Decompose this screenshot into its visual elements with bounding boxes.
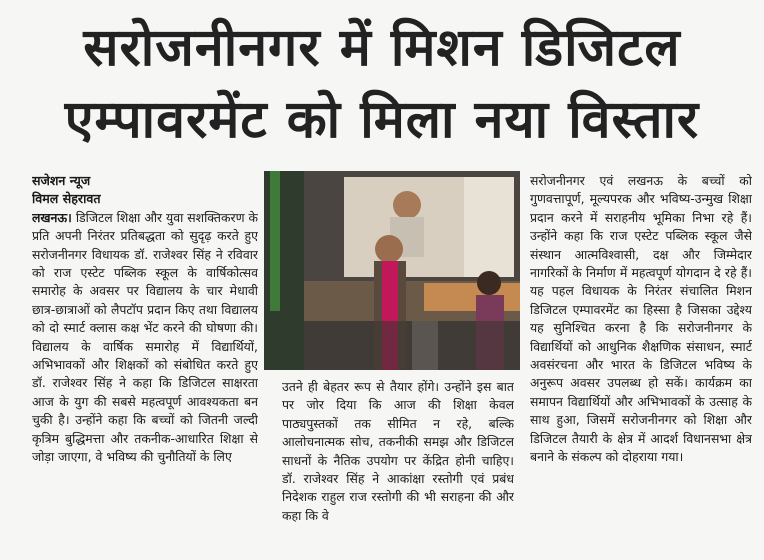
byline-reporter: विमल सेहरावत: [32, 191, 101, 207]
byline-agency: सजेशन न्यूज: [32, 173, 91, 188]
article-column-1: [32, 172, 258, 560]
article-text-col3: सरोजनीनगर एवं लखनऊ के बच्चों को गुणवत्तापूर्ण, मूल्यपरक और भविष्य-उन्मुख शिक्षा प्रदान करने में सराहनीय भूमिका निभा रहे हैं। उन्होंने कहा कि राज एस्टेट पब्लिक स्कूल जैसे संस्थान आत्मविश्वासी, दक्ष और जिम्मेदार नागरिकों के निर्माण में महत्वपूर्ण योगदान दे रहे हैं। यह पहल विधायक के निरंतर संचालित मिशन डिजिटल एम्पावरमेंट का हिस्सा है जिसका उद्देश्य यह सुनिश्चित करना है कि सरोजनीनगर के विद्यार्थियों को आधुनिक शैक्षणिक संसाधन, स्मार्ट अवसंरचना और भारत के डिजिटल भविष्य के अनुरूप अवसर उपलब्ध हो सकें। कार्यक्रम का समापन विद्यार्थियों और अभिभावकों के उत्साह के साथ हुआ, जिसमें सरोजनीनगर को शिक्षा और डिजिटल तैयारी के क्षेत्र में आदर्श विधानसभा क्षेत्र बनाने के संकल्प को दोहराया गया।: [530, 173, 752, 465]
article-paragraph-1: [32, 209, 258, 467]
article-column-3: [530, 172, 752, 560]
headline-line-1: सरोजनीनगर में मिशन डिजिटल: [83, 18, 681, 78]
headline-line-2: एम्पावरमेंट को मिला नया विस्तार: [64, 90, 700, 150]
article-text-col2: उतने ही बेहतर रूप से तैयार होंगे। उन्होंने इस बात पर जोर दिया कि आज की शिक्षा केवल पाठ्यपुस्तकों तक सीमित न रहे, बल्कि आलोचनात्मक सोच, तकनीकी समझ और डिजिटल साधनों के नैतिक उपयोग पर केंद्रित होनी चाहिए। डॉ. राजेश्वर सिंह ने आकांक्षा रस्तोगी एवं प्रबंध निदेशक राहुल राज रस्तोगी की भी सराहना की और कहा कि वे: [282, 379, 514, 523]
article-text-col1: डिजिटल शिक्षा और युवा सशक्तिकरण के प्रति अपनी निरंतर प्रतिबद्धता को सुदृढ़ करते हुए सरोजनीनगर विधायक डॉ. राजेश्वर सिंह ने रविवार को राज एस्टेट पब्लिक स्कूल के वार्षिकोत्सव समारोह के अवसर पर विद्यालय के चार मेधावी छात्र-छात्राओं को लैपटॉप प्रदान किए तथा विद्यालय को दो स्मार्ट क्लास कक्ष भेंट करने की घोषणा की। विद्यालय के वार्षिक समारोह में विद्यार्थियों, अभिभावकों और शिक्षकों को संबोधित करते हुए डॉ. राजेश्वर सिंह ने कहा कि डिजिटल साक्षरता आज के युग की सबसे महत्वपूर्ण आवश्यकता बन चुकी है। उन्होंने कहा कि बच्चों को जितनी जल्दी कृत्रिम बुद्धिमत्ता और तकनीक-आधारित शिक्षा से जोड़ा जाएगा, वे भविष्य की चुनौतियों के लिए: [32, 209, 258, 465]
dateline: लखनऊ।: [32, 209, 72, 225]
event-photo-icon: [264, 171, 520, 370]
article-column-2: [282, 378, 514, 560]
event-photo: [264, 171, 520, 370]
